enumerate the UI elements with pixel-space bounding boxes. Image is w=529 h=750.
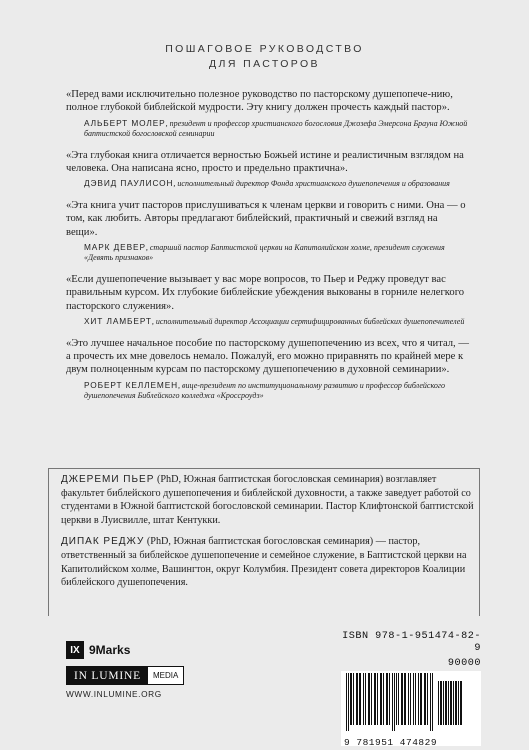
barcode-bar — [440, 681, 442, 725]
in-lumine-media-logo — [66, 666, 184, 685]
endorsement-attribution — [84, 118, 471, 140]
barcode-bar — [371, 673, 372, 725]
price-code: 90000 — [447, 658, 481, 669]
barcode-bar — [453, 681, 454, 725]
barcode-bar — [413, 673, 414, 725]
barcode-bar — [346, 673, 347, 731]
barcode-bar — [377, 673, 378, 725]
endorser-name: РОБЕРТ КЕЛЛЕМЕН — [84, 379, 179, 390]
barcode-bar — [380, 673, 382, 725]
endorsement — [66, 273, 471, 328]
barcode-bar — [401, 673, 403, 725]
barcode-bar — [353, 673, 354, 725]
barcode-bar — [415, 673, 416, 725]
barcode-bar — [450, 681, 452, 725]
barcode-bar — [430, 673, 431, 731]
endorsement — [66, 337, 471, 402]
ix-logo-icon: IX — [66, 641, 84, 659]
endorsement-attribution — [84, 316, 471, 327]
barcode-digits: 9 781951 474829 — [344, 737, 438, 748]
barcode-bar — [350, 673, 352, 725]
barcode-bar — [383, 673, 384, 725]
endorser-name: АЛЬБЕРТ МОЛЕР — [84, 117, 166, 128]
barcode-bar — [418, 673, 419, 725]
barcode-bar — [443, 681, 444, 725]
media-wordmark: MEDIA — [148, 667, 183, 684]
barcode-bar — [427, 673, 428, 725]
subtitle-line-1: ПОШАГОВОЕ РУКОВОДСТВО — [165, 43, 364, 55]
endorsement-attribution — [84, 380, 471, 402]
endorser-name: ДЭВИД ПАУЛИСОН — [84, 178, 174, 189]
endorser-role: , исполнительный директор Фонда христианского душепопечения и образования — [173, 179, 450, 189]
isbn-block — [341, 631, 481, 746]
author-bio-text: (PhD, Южная баптистская богословская семинария) возглавляет факультет библейского душепопечения и библейской духовности, а также заведует работой со студентами в Южной баптистской богословской семинарии. Пастор Клифтонской баптистской церкви в Луисвилле, штат Кентукки. — [61, 474, 474, 526]
barcode-bar — [458, 681, 459, 725]
barcode-bar — [404, 673, 406, 725]
endorser-name: ХИТ ЛАМБЕРТ — [84, 316, 152, 327]
endorsement-text: «Если душепопечение вызывает у вас море вопросов, то Пьер и Реджу проведут вас правильным курсом. Их глубокие библейские убеждения выкованы в горниле нелегкого пасторского служения». — [66, 273, 465, 312]
endorser-role: , президент и профессор христианского богословия Джозефа Эмерсона Брауна Южной баптистской богословской семинарии — [84, 118, 468, 139]
author-bio-text: (PhD, Южная баптистская богословская семинария) — пастор, ответственный за библейское душепопечение и семейное служение, в Баптистской церкви на Капитолийском холме, Вашингтон, округ Колумбия. Президент совета директоров Коалиции библейского душепопечения. — [61, 536, 467, 589]
barcode-bar — [420, 673, 422, 725]
barcode-image — [344, 673, 478, 731]
endorsement-text: «Это лучшее начальное пособие по пасторскому душепопечению из всех, что я читал, — а прочесть их мне довелось немало. Пожалуй, его можно приравнять по крайней мере к двум полноценным курсам по пасторскому душепопечению в духовной семинарии». — [66, 337, 469, 376]
in-lumine-wordmark: IN LUMINE — [67, 667, 148, 684]
barcode-bar — [448, 681, 449, 725]
endorsement — [66, 149, 471, 190]
barcode-bar — [396, 673, 397, 725]
barcode-bar — [363, 673, 364, 725]
barcode-bar — [394, 673, 395, 731]
author-bios-box — [48, 468, 480, 616]
endorsement — [66, 88, 471, 140]
endorsement-text: «Перед вами исключительно полезное руководство по пасторскому душепопече-нию, полное глубокой библейской мудрости. Эту книгу должен прочесть каждый пастор». — [66, 89, 453, 114]
publisher-website: WWW.INLUMINE.ORG — [66, 689, 162, 699]
barcode-bar — [408, 673, 409, 725]
barcode-bar — [410, 673, 411, 725]
subtitle-line-2: ДЛЯ ПАСТОРОВ — [209, 58, 320, 70]
isbn-number: ISBN 978-1-951474-82-9 — [342, 631, 481, 654]
barcode-bar — [438, 681, 439, 725]
endorsement-text: «Эта книга учит пасторов прислушиваться к членам церкви и говорить с ними. Она — о том, как любить. Авторы предлагают библейский, практичный и свежий взгляд на вещи». — [66, 199, 466, 238]
endorsement-text: «Эта глубокая книга отличается верностью Божьей истине и реалистичным взглядом на человека. Она написана ясно, просто и предельно практична». — [66, 149, 464, 175]
barcode-bar — [398, 673, 399, 725]
endorsement-attribution — [84, 178, 471, 189]
endorser-name: МАРК ДЕВЕР — [84, 242, 146, 253]
barcode-bar — [392, 673, 393, 731]
barcode-bar — [348, 673, 349, 731]
endorser-role: , исполнительный директор Ассоциации сертифицированных библейских душепопечителей — [151, 317, 465, 327]
barcode-area — [341, 671, 481, 746]
endorsement-attribution — [84, 242, 471, 264]
9marks-wordmark: 9Marks — [89, 643, 131, 657]
barcode-bar — [374, 673, 376, 725]
barcode-bar — [365, 673, 366, 725]
barcode-bar — [424, 673, 426, 725]
barcode-bar — [356, 673, 358, 725]
author-name: ДЖЕРЕМИ ПЬЕР — [61, 474, 155, 485]
barcode-bar — [432, 673, 433, 731]
barcode-bar — [368, 673, 370, 725]
9marks-logo — [66, 641, 130, 659]
barcode-bar — [386, 673, 388, 725]
endorser-role: , вице-президент по институциональному развитию и профессор библейского душепопечения Библейского колледжа «Кроссроудз» — [84, 380, 446, 401]
endorsements — [66, 88, 471, 411]
barcode-bar — [455, 681, 457, 725]
author-bio — [61, 473, 479, 527]
author-name: ДИПАК РЕДЖУ — [61, 536, 145, 548]
barcode-bar — [445, 681, 447, 725]
endorsement — [66, 199, 471, 264]
author-bio — [61, 535, 479, 589]
barcode-bar — [359, 673, 361, 725]
barcode-bar — [389, 673, 390, 725]
cover-subtitle — [0, 42, 529, 72]
endorser-role: , старший пастор Баптистской церкви на Капитолийском холме, президент служения «Девять признаков» — [84, 243, 445, 263]
barcode-bar — [460, 681, 462, 725]
